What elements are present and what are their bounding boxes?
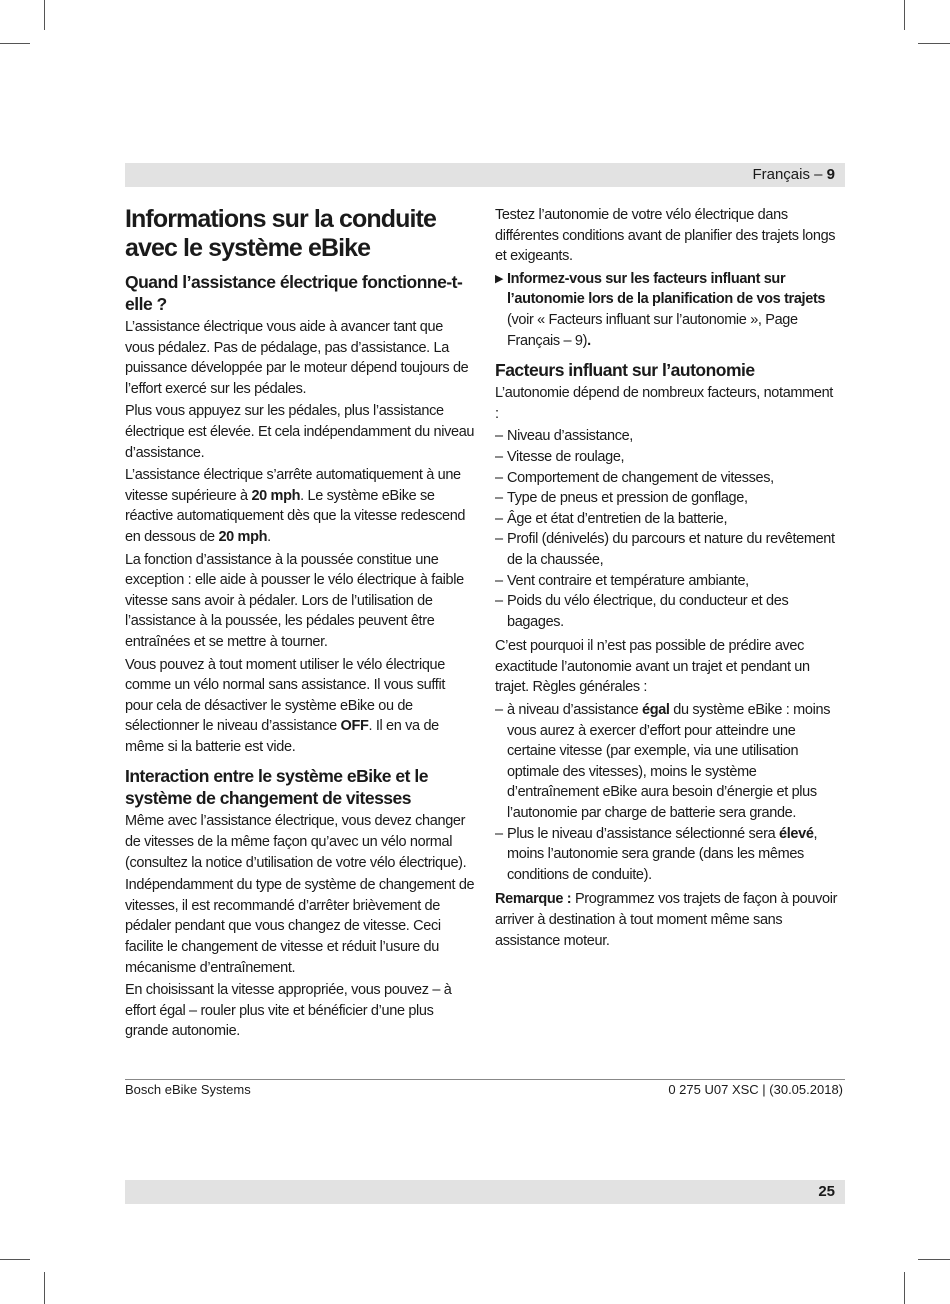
right-column <box>495 205 840 953</box>
crop-mark <box>44 1272 45 1304</box>
section-heading-gears: Interaction entre le système eBike et le système de changement de vitesses <box>125 766 428 809</box>
text: Vous pouvez à tout moment utiliser le vélo électrique comme un vélo normal sans assistance. Il vous suffit pour cela de désactiver le système eBike ou de sélectionner le niveau d’assistance <box>125 656 446 735</box>
page-footer-bar <box>125 1180 845 1204</box>
header-page-number: 9 <box>826 166 835 183</box>
section-heading-assistance: Quand l’assistance électrique fonctionne-t-elle ? <box>125 272 463 314</box>
note-paragraph <box>495 889 840 951</box>
bold-text: égal <box>641 702 670 719</box>
paragraph: Testez l’autonomie de votre vélo électrique dans différentes conditions avant de planifier des trajets longs et exigeants. <box>495 207 836 265</box>
paragraph: Même avec l’assistance électrique, vous devez changer de vitesses de la même façon qu’avec un vélo normal (consultez la notice d’utilisation de votre vélo électrique). <box>125 813 467 871</box>
note-label: Remarque : <box>495 891 572 908</box>
list-item: – Type de pneus et pression de gonflage, <box>495 488 840 509</box>
rules-list <box>495 700 840 885</box>
paragraph: La fonction d’assistance à la poussée constitue une exception : elle aide à pousser le vélo électrique à faible vitesse sans avoir à pédaler. Lors de l’utilisation de l’assistance à la poussée, les pédales peuvent être entraînées et se mettre à tourner. <box>125 551 464 650</box>
paragraph: Indépendamment du type de système de changement de vitesses, il est recommandé d’arrêter brièvement de pédaler pendant que vous changez de vitesse. Ceci facilite le changement de vitesse et réduit l’usure du mécanisme d’entraînement. <box>125 877 475 976</box>
crop-mark <box>918 43 950 44</box>
list-item <box>495 824 840 886</box>
footer-publisher: Bosch eBike Systems <box>125 1082 251 1097</box>
bold-text: OFF <box>340 718 369 735</box>
crop-mark <box>904 1272 905 1304</box>
instruction-item <box>495 269 840 351</box>
cross-reference: (voir « Facteurs influant sur l’autonomie », Page Français – 9) <box>507 311 798 349</box>
list-item <box>495 700 840 824</box>
text: . Il en va de même si la batterie est vide. <box>125 718 439 755</box>
header-separator: – <box>809 166 827 183</box>
text: à niveau d’assistance <box>507 702 642 719</box>
crop-mark <box>918 1259 950 1260</box>
paragraph: En choisissant la vitesse appropriée, vous pouvez – à effort égal – rouler plus vite et bénéficier d’une plus grande autonomie. <box>125 982 452 1040</box>
bold-text: 20 mph <box>218 528 268 545</box>
crop-mark <box>904 0 905 30</box>
bold-text: élevé <box>779 825 814 842</box>
page-header <box>125 163 845 187</box>
text: . Le système eBike se réactive automatiquement dès que la vitesse redescend en dessous de <box>125 487 466 545</box>
instruction-end: . <box>587 332 591 349</box>
arrow-icon: ▶ <box>495 272 504 285</box>
list-item: – Âge et état d’entretien de la batterie, <box>495 509 840 530</box>
header-text <box>752 166 835 183</box>
text: . <box>267 528 271 545</box>
note-text: Programmez vos trajets de façon à pouvoir arriver à destination à tout moment même sans assistance moteur. <box>495 891 838 949</box>
list-item: – Poids du vélo électrique, du conducteur et des bagages. <box>495 591 840 632</box>
bold-text: 20 mph <box>251 487 301 504</box>
list-item: – Vitesse de roulage, <box>495 447 840 468</box>
paragraph: L’assistance électrique vous aide à avancer tant que vous pédalez. Pas de pédalage, pas d’assistance. La puissance développée par le moteur dépend toujours de l’effort exercé sur les pédales. <box>125 319 469 397</box>
text: L’assistance électrique s’arrête automatiquement à une vitesse supérieure à <box>125 467 461 504</box>
instruction-body <box>507 269 840 351</box>
paragraph-off-mode <box>125 655 475 758</box>
page-title: Informations sur la conduite avec le système eBike <box>125 205 436 262</box>
footer-document-id: 0 275 U07 XSC | (30.05.2018) <box>668 1082 843 1097</box>
instruction-bold: Informez-vous sur les facteurs influant sur l’autonomie lors de la planification de vos trajets <box>507 270 826 308</box>
list-item: – Comportement de changement de vitesses, <box>495 468 840 489</box>
list-item: – Profil (dénivelés) du parcours et nature du revêtement de la chaussée, <box>495 529 840 570</box>
text: du système eBike : moins vous aurez à exercer d’effort pour atteindre une certaine vitesse (par exemple, via une utilisation optimale des vitesses), moins le système d’entraînement eBike aura besoin d’énergie et plus l’autonomie par charge de batterie sera grande. <box>507 702 831 822</box>
paragraph: Plus vous appuyez sur les pédales, plus l’assistance électrique est élevée. Et cela indépendamment du niveau d’assistance. <box>125 403 475 461</box>
text: Plus le niveau d’assistance sélectionné sera <box>507 825 779 842</box>
crop-mark <box>44 0 45 30</box>
left-column <box>125 205 475 1044</box>
paragraph: C’est pourquoi il n’est pas possible de prédire avec exactitude l’autonomie avant un trajet et pendant un trajet. Règles générales : <box>495 638 810 696</box>
crop-mark <box>0 1259 30 1260</box>
header-language: Français <box>752 166 810 183</box>
crop-mark <box>0 43 30 44</box>
factors-list <box>495 426 840 632</box>
footer-divider <box>125 1079 845 1080</box>
section-heading-range-factors: Facteurs influant sur l’autonomie <box>495 360 755 381</box>
text: , moins l’autonomie sera grande (dans les mêmes conditions de conduite). <box>507 825 818 883</box>
paragraph: L’autonomie dépend de nombreux facteurs, notamment : <box>495 385 833 422</box>
paragraph-speed-limit <box>125 465 475 547</box>
list-item: – Vent contraire et température ambiante, <box>495 571 840 592</box>
page-number: 25 <box>818 1183 835 1200</box>
list-item: – Niveau d’assistance, <box>495 426 840 447</box>
